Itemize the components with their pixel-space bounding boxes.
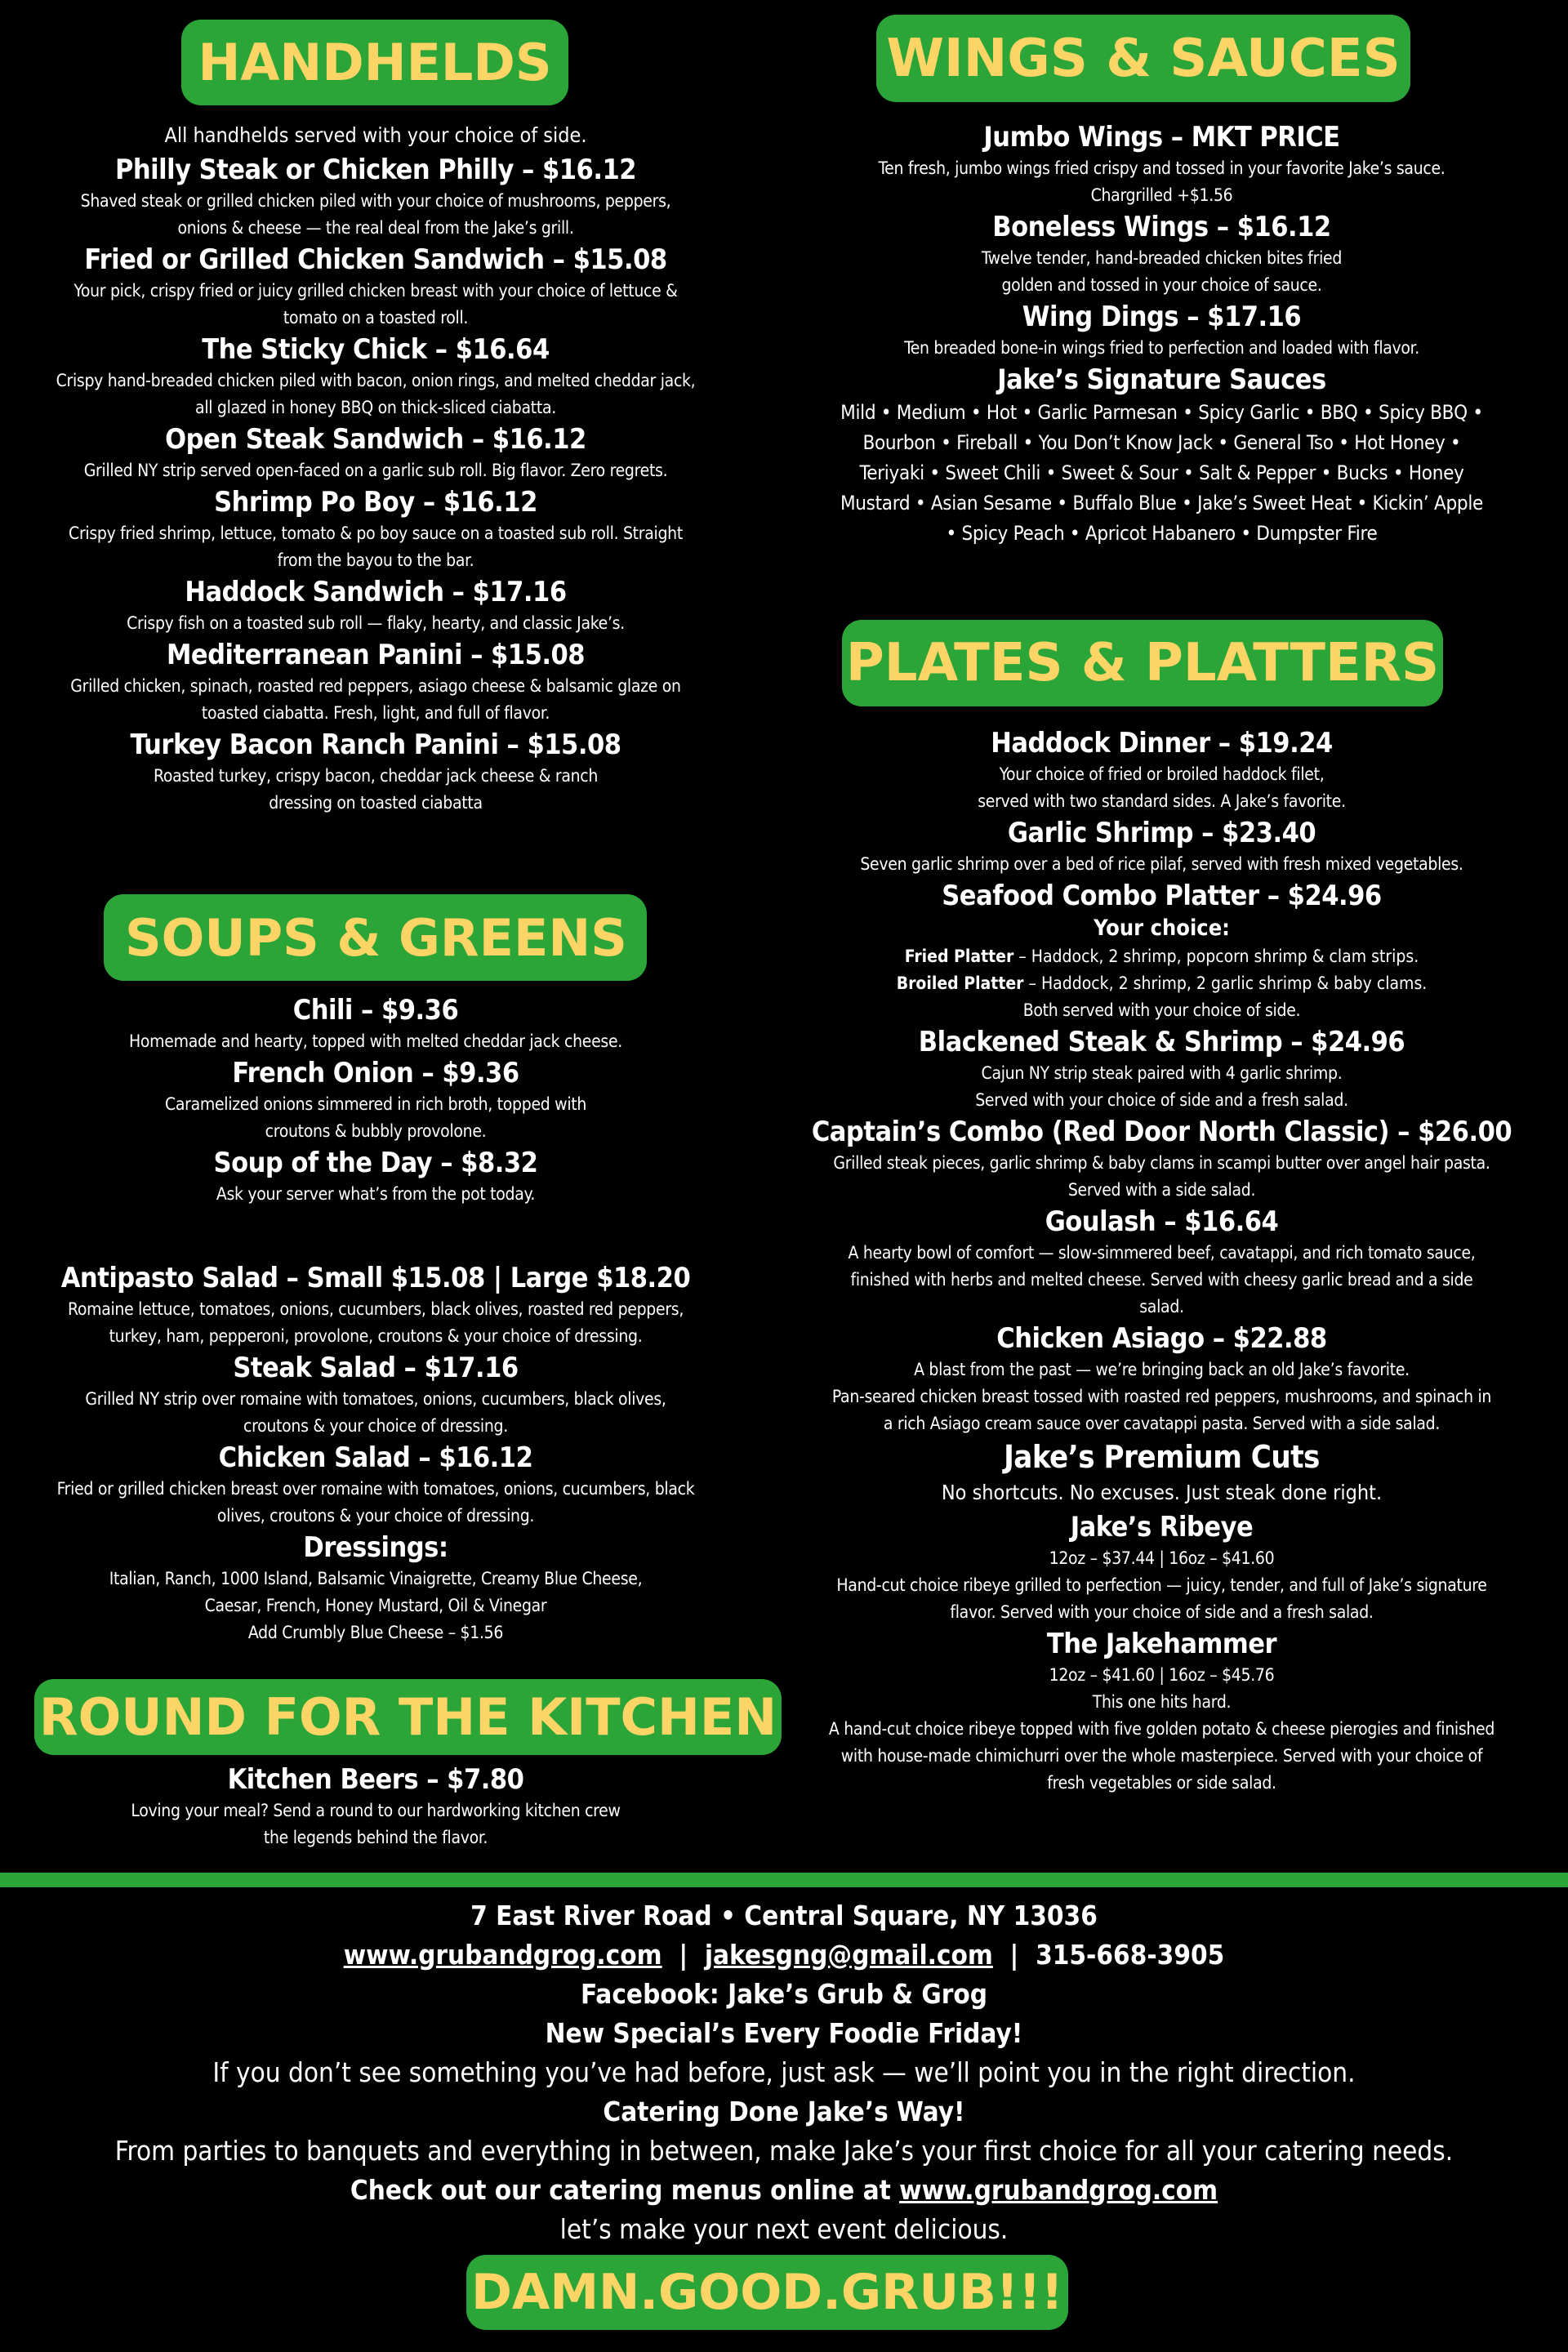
item-title: French Onion – $9.36 <box>232 1057 519 1089</box>
menu-item <box>780 209 1544 299</box>
item-title: Fried or Grilled Chicken Sandwich – $15.08 <box>84 243 667 276</box>
menu-item <box>0 332 751 421</box>
spacer <box>1018 1939 1027 1971</box>
wings-section <box>780 119 1544 549</box>
item-title: Captain’s Combo (Red Door North Classic) – $26.00 <box>811 1116 1512 1148</box>
slogan-badge: DAMN.GOOD.GRUB!!! <box>466 2255 1068 2330</box>
item-desc: Your pick, crispy fried or juicy grilled chicken breast with your choice of lettuce & <box>74 281 678 301</box>
sauces-line: • Spicy Peach • Apricot Habanero • Dumpster Fire <box>946 522 1378 545</box>
item-title: Soup of the Day – $8.32 <box>213 1147 538 1179</box>
item-desc: Cajun NY strip steak paired with 4 garlic shrimp. <box>981 1063 1343 1083</box>
fried-platter <box>780 943 1544 970</box>
item-desc: Served with a side salad. <box>1067 1180 1256 1200</box>
menu-item <box>780 1321 1544 1437</box>
item-title: Jake’s Ribeye <box>1070 1511 1254 1544</box>
catering-check <box>0 2171 1568 2210</box>
broiled-desc: – Haddock, 2 shrimp, 2 garlic shrimp & baby clams. <box>1023 973 1428 993</box>
menu-item <box>0 242 751 332</box>
handhelds-section <box>0 119 751 817</box>
sauces-title: Jake’s Signature Sauces <box>997 363 1326 396</box>
item-desc: Your choice of fried or broiled haddock filet, <box>999 764 1325 784</box>
closing-note: let’s make your next event delicious. <box>559 2213 1009 2245</box>
dressings-line: Add Crumbly Blue Cheese – $1.56 <box>247 1623 504 1642</box>
item-title: The Sticky Chick – $16.64 <box>202 333 550 366</box>
item-desc: Grilled NY strip served open-faced on a garlic sub roll. Big flavor. Zero regrets. <box>83 461 668 480</box>
item-title: Garlic Shrimp – $23.40 <box>1007 817 1316 849</box>
item-title: Blackened Steak & Shrimp – $24.96 <box>918 1026 1405 1058</box>
item-desc: Ask your server what’s from the pot today. <box>216 1184 536 1204</box>
green-divider <box>0 1873 1568 1887</box>
item-desc: Crispy hand-breaded chicken piled with bacon, onion rings, and melted cheddar jack, <box>56 371 696 390</box>
item-desc: toasted ciabatta. Fresh, light, and full of flavor. <box>201 703 550 723</box>
item-title: Chili – $9.36 <box>292 994 459 1027</box>
fried-desc: – Haddock, 2 shrimp, popcorn shrimp & clam strips. <box>1013 947 1419 966</box>
menu-item <box>0 574 751 637</box>
item-desc: Grilled NY strip over romaine with tomatoes, onions, cucumbers, black olives, <box>85 1389 666 1409</box>
section-header-wings: WINGS & SAUCES <box>876 15 1410 102</box>
item-desc: dressing on toasted ciabatta <box>269 793 483 813</box>
sauces-line: Bourbon • Fireball • You Don’t Know Jack • General Tso • Hot Honey • <box>862 431 1461 454</box>
item-desc: the legends behind the flavor. <box>263 1828 488 1847</box>
item-desc: a rich Asiago cream sauce over cavatappi pasta. Served with a side salad. <box>883 1414 1441 1433</box>
menu-item <box>780 1204 1544 1321</box>
sauces-list <box>780 362 1544 549</box>
item-desc: Seven garlic shrimp over a bed of rice pilaf, served with fresh mixed vegetables. <box>860 854 1463 874</box>
item-desc: tomato on a toasted roll. <box>283 308 469 327</box>
catering-website-link[interactable]: www.grubandgrog.com <box>899 2174 1218 2206</box>
item-desc: Romaine lettuce, tomatoes, onions, cucumbers, black olives, roasted red peppers, <box>67 1299 684 1319</box>
item-desc: from the bayou to the bar. <box>277 550 474 570</box>
item-title: Mediterranean Panini – $15.08 <box>166 639 586 671</box>
item-desc: turkey, ham, pepperoni, provolone, croutons & your choice of dressing. <box>109 1326 643 1346</box>
item-desc: onions & cheese — the real deal from the Jake’s grill. <box>177 218 574 238</box>
item-desc: finished with herbs and melted cheese. Served with cheesy garlic bread and a side <box>850 1270 1473 1290</box>
item-desc: Roasted turkey, crispy bacon, cheddar jack cheese & ranch <box>153 766 599 786</box>
item-title: Wing Dings – $17.16 <box>1022 301 1302 333</box>
section-header-handhelds: HANDHELDS <box>181 20 568 105</box>
menu-item <box>0 1145 751 1208</box>
item-desc: A hearty bowl of comfort — slow-simmered beef, cavatappi, and rich tomato sauce, <box>848 1243 1476 1263</box>
website-link[interactable]: www.grubandgrog.com <box>343 1939 662 1971</box>
item-desc: Chargrilled +$1.56 <box>1090 185 1233 205</box>
separator: | <box>679 1939 688 1971</box>
separator <box>1001 1939 1009 1971</box>
item-desc: Fried or grilled chicken breast over romaine with tomatoes, onions, cucumbers, black <box>56 1479 695 1499</box>
item-desc: Loving your meal? Send a round to our hardworking kitchen crew <box>131 1801 621 1820</box>
item-desc: A hand-cut choice ribeye topped with five golden potato & cheese pierogies and finished <box>828 1719 1495 1739</box>
menu-item <box>0 484 751 574</box>
item-desc: with house-made chimichurri over the whole masterpiece. Served with your choice of <box>840 1746 1483 1766</box>
item-desc: Hand-cut choice ribeye grilled to perfection — juicy, tender, and full of Jake’s signature <box>836 1575 1487 1595</box>
contact-line <box>0 1936 1568 1975</box>
item-desc: golden and tossed in your choice of sauce. <box>1001 275 1322 295</box>
menu-item <box>0 1440 751 1530</box>
item-title: Haddock Dinner – $19.24 <box>991 727 1333 760</box>
item-desc: fresh vegetables or side salad. <box>1047 1773 1276 1793</box>
item-title: Haddock Sandwich – $17.16 <box>185 576 567 608</box>
item-desc: Crispy fish on a toasted sub roll — flaky, hearty, and classic Jake’s. <box>127 613 625 633</box>
item-desc: croutons & bubbly provolone. <box>265 1121 487 1141</box>
menu-item <box>780 1024 1544 1114</box>
item-title: Philly Steak or Chicken Philly – $16.12 <box>114 154 637 186</box>
email-link[interactable]: jakesgng@gmail.com <box>704 1939 993 1971</box>
item-desc: A blast from the past — we’re bringing back an old Jake’s favorite. <box>914 1360 1410 1379</box>
item-desc: Caramelized onions simmered in rich broth, topped with <box>164 1094 587 1114</box>
item-desc: Ten breaded bone-in wings fried to perfection and loaded with flavor. <box>904 338 1419 358</box>
item-desc: Ten fresh, jumbo wings fried crispy and tossed in your favorite Jake’s sauce. <box>878 158 1446 178</box>
item-title: Antipasto Salad – Small $15.08 | Large $18.20 <box>60 1262 691 1294</box>
item-desc: Grilled chicken, spinach, roasted red peppers, asiago cheese & balsamic glaze on <box>70 676 681 696</box>
facebook: Facebook: Jake’s Grub & Grog <box>580 1978 988 2010</box>
section-header-plates: PLATES & PLATTERS <box>842 620 1443 706</box>
premium-title: Jake’s Premium Cuts <box>1004 1439 1320 1475</box>
menu-item <box>780 878 1544 1024</box>
item-desc: Both served with your choice of side. <box>1022 1000 1301 1020</box>
item-desc: salad. <box>1139 1297 1184 1316</box>
item-prices: 12oz – $41.60 | 16oz – $45.76 <box>1049 1665 1275 1685</box>
item-desc: This one hits hard. <box>1092 1692 1232 1712</box>
dressings <box>0 1530 751 1646</box>
item-desc: Grilled steak pieces, garlic shrimp & baby clams in scampi butter over angel hair pasta. <box>833 1153 1490 1173</box>
item-desc: served with two standard sides. A Jake’s favorite. <box>978 791 1346 811</box>
menu-item <box>780 1114 1544 1204</box>
item-title: The Jakehammer <box>1046 1628 1277 1660</box>
premium-tagline: No shortcuts. No excuses. Just steak done right. <box>941 1481 1383 1504</box>
address: 7 East River Road • Central Square, NY 13036 <box>470 1900 1098 1931</box>
item-desc: Twelve tender, hand-breaded chicken bites fried <box>981 248 1343 268</box>
catering-desc: From parties to banquets and everything in between, make Jake’s your first choice for all your catering needs. <box>114 2135 1454 2167</box>
item-title: Open Steak Sandwich – $16.12 <box>165 423 586 456</box>
sauces-line: Mustard • Asian Sesame • Buffalo Blue • Jake’s Sweet Heat • Kickin’ Apple <box>840 492 1484 514</box>
item-title: Kitchen Beers – $7.80 <box>227 1763 524 1796</box>
menu-item <box>0 1055 751 1145</box>
separator: | <box>1009 1939 1019 1971</box>
item-desc: Crispy fried shrimp, lettuce, tomato & po boy sauce on a toasted sub roll. Straight <box>69 523 683 543</box>
dressings-line: Caesar, French, Honey Mustard, Oil & Vinegar <box>204 1596 547 1615</box>
item-title: Jumbo Wings – MKT PRICE <box>983 121 1340 154</box>
menu-item <box>780 725 1544 815</box>
item-title: Seafood Combo Platter – $24.96 <box>942 880 1382 912</box>
section-header-kitchen: ROUND FOR THE KITCHEN <box>34 1679 782 1755</box>
premium-cuts <box>780 1437 1544 1797</box>
menu-item <box>0 992 751 1055</box>
catering-title: Catering Done Jake’s Way! <box>603 2096 965 2127</box>
menu-item <box>780 119 1544 209</box>
item-desc: all glazed in honey BBQ on thick-sliced ciabatta. <box>195 398 556 417</box>
menu-item <box>780 815 1544 878</box>
menu-item <box>0 1350 751 1440</box>
menu-item <box>0 727 751 817</box>
item-title: Chicken Asiago – $22.88 <box>996 1322 1327 1355</box>
item-title: Turkey Bacon Ranch Panini – $15.08 <box>130 728 621 761</box>
item-prices: 12oz – $37.44 | 16oz – $41.60 <box>1049 1548 1275 1568</box>
item-title: Chicken Salad – $16.12 <box>218 1441 533 1474</box>
item-desc: Shaved steak or grilled chicken piled with your choice of mushrooms, peppers, <box>80 191 671 211</box>
spacer <box>688 1939 696 1971</box>
item-title: Steak Salad – $17.16 <box>233 1352 519 1384</box>
soups-section <box>0 992 751 1208</box>
ask-note: If you don’t see something you’ve had before, just ask — we’ll point you in the right direction. <box>212 2056 1356 2088</box>
item-title: Shrimp Po Boy – $16.12 <box>214 486 537 519</box>
item-desc: Served with your choice of side and a fresh salad. <box>975 1090 1348 1110</box>
menu-item <box>0 152 751 242</box>
salads-section <box>0 1260 751 1646</box>
menu-item <box>0 1260 751 1350</box>
footer <box>0 1896 1568 2249</box>
section-header-soups: SOUPS & GREENS <box>104 894 647 981</box>
item-desc: croutons & your choice of dressing. <box>243 1416 508 1436</box>
menu-item <box>0 637 751 727</box>
sauces-line: Mild • Medium • Hot • Garlic Parmesan • Spicy Garlic • BBQ • Spicy BBQ • <box>840 401 1483 424</box>
separator <box>670 1939 679 1971</box>
choice-label: Your choice: <box>1094 915 1230 941</box>
item-desc: flavor. Served with your choice of side and a fresh salad. <box>950 1602 1374 1622</box>
dressings-line: Italian, Ranch, 1000 Island, Balsamic Vinaigrette, Creamy Blue Cheese, <box>109 1569 643 1588</box>
broiled-platter <box>780 970 1544 997</box>
item-desc: olives, croutons & your choice of dressing. <box>216 1506 535 1526</box>
sauces-line: Teriyaki • Sweet Chili • Sweet & Sour • Salt & Pepper • Bucks • Honey <box>859 461 1464 484</box>
kitchen-section <box>0 1762 751 1851</box>
handhelds-intro: All handhelds served with your choice of side. <box>164 123 587 147</box>
item-title: Goulash – $16.64 <box>1045 1205 1279 1238</box>
item-title: Boneless Wings – $16.12 <box>992 211 1331 243</box>
menu-item <box>0 421 751 484</box>
broiled-label: Broiled Platter <box>896 973 1024 993</box>
plates-section <box>780 725 1544 1797</box>
item-desc: Homemade and hearty, topped with melted cheddar jack cheese. <box>128 1031 622 1051</box>
fried-label: Fried Platter <box>904 947 1014 966</box>
menu-item <box>780 299 1544 362</box>
catering-check-text: Check out our catering menus online at <box>350 2174 900 2206</box>
dressings-title: Dressings: <box>303 1531 448 1564</box>
special-note: New Special’s Every Foodie Friday! <box>545 2017 1023 2049</box>
phone: 315-668-3905 <box>1036 1939 1225 1971</box>
item-desc: Pan-seared chicken breast tossed with roasted red peppers, mushrooms, and spinach in <box>831 1387 1492 1406</box>
